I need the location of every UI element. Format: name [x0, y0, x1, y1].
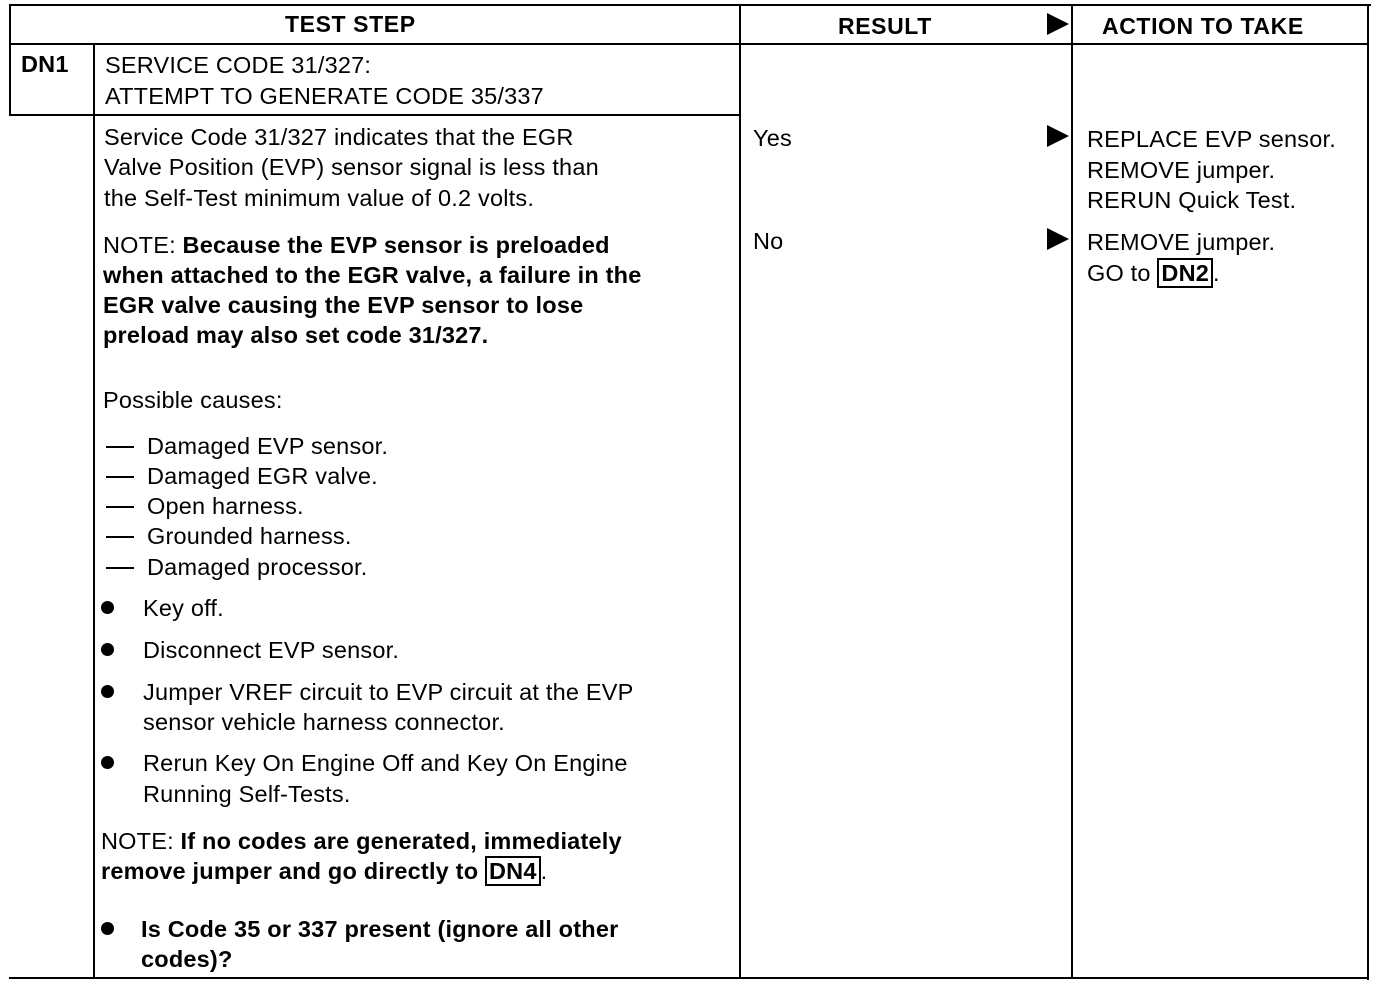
step-title-line1: SERVICE CODE 31/327: [105, 52, 372, 78]
col-divider-action [1071, 4, 1073, 979]
bullet-jumper-line2: sensor vehicle harness connector. [143, 709, 505, 735]
border-left [9, 4, 11, 116]
action-yes-line2: REMOVE jumper. [1087, 157, 1276, 183]
bullet-jumper-line1: Jumper VREF circuit to EVP circuit at the EVP [143, 679, 634, 705]
title-underline [9, 114, 741, 116]
action-yes-line3: RERUN Quick Test. [1087, 187, 1297, 213]
dash-icon [106, 506, 134, 508]
bullet-rerun-line1: Rerun Key On Engine Off and Key On Engine [143, 750, 628, 776]
border-bottom [9, 977, 1369, 979]
bullet-icon [101, 922, 114, 935]
bullet-icon [101, 601, 114, 614]
action-no-period: . [1213, 260, 1220, 286]
causes-title: Possible causes: [103, 387, 283, 413]
note2-label: NOTE: [101, 828, 181, 854]
note1-label: NOTE: [103, 232, 183, 258]
action-no-line2 [1087, 258, 1220, 288]
note2-text-2: remove jumper and go directly to [101, 858, 485, 884]
bullet-icon [101, 685, 114, 698]
header-arrow-icon [1047, 13, 1069, 35]
ref-dn2-link[interactable]: DN2 [1157, 258, 1213, 288]
header-divider [9, 43, 1369, 45]
intro-line2: Valve Position (EVP) sensor signal is less than [104, 154, 599, 180]
border-right [1367, 4, 1369, 980]
header-result: RESULT [838, 13, 932, 39]
bullet-key-off: Key off. [143, 595, 224, 621]
result-yes-arrow-icon [1047, 125, 1069, 147]
ref-dn4-link[interactable]: DN4 [485, 856, 541, 886]
header-action: ACTION TO TAKE [1102, 13, 1304, 39]
result-yes: Yes [753, 125, 792, 151]
header-test-step: TEST STEP [285, 11, 416, 37]
action-no-line1: REMOVE jumper. [1087, 229, 1276, 255]
note1-line3: EGR valve causing the EVP sensor to lose [103, 292, 584, 318]
step-title-line2: ATTEMPT TO GENERATE CODE 35/337 [105, 83, 544, 109]
dash-icon [106, 536, 134, 538]
question-line1: Is Code 35 or 337 present (ignore all other [141, 916, 619, 942]
border-top [9, 4, 1371, 6]
dash-icon [106, 567, 134, 569]
note1-line2: when attached to the EGR valve, a failure in the [103, 262, 642, 288]
result-no: No [753, 228, 784, 254]
cause-item: Damaged EGR valve. [147, 463, 378, 489]
intro-line1: Service Code 31/327 indicates that the EGR [104, 124, 574, 150]
bullet-icon [101, 643, 114, 656]
step-id: DN1 [21, 51, 69, 77]
note1-line4: preload may also set code 31/327. [103, 322, 489, 348]
result-no-arrow-icon [1047, 228, 1069, 250]
question-line2: codes)? [141, 946, 233, 972]
bullet-rerun-line2: Running Self-Tests. [143, 781, 351, 807]
note2-period: . [540, 858, 548, 884]
step-id-divider [93, 43, 95, 977]
cause-item: Damaged EVP sensor. [147, 433, 389, 459]
note2-text-1: If no codes are generated, immediately [180, 828, 622, 854]
dash-icon [106, 446, 134, 448]
cause-item: Open harness. [147, 493, 304, 519]
bullet-disconnect: Disconnect EVP sensor. [143, 637, 400, 663]
note1-line1 [103, 230, 610, 260]
bullet-icon [101, 756, 114, 769]
note1-text-1: Because the EVP sensor is preloaded [182, 232, 610, 258]
col-divider-result [739, 4, 741, 979]
dash-icon [106, 476, 134, 478]
action-no-goto: GO to [1087, 260, 1158, 286]
cause-item: Grounded harness. [147, 523, 352, 549]
cause-item: Damaged processor. [147, 554, 368, 580]
note2-line1 [101, 826, 622, 856]
note2-line2 [101, 856, 547, 886]
intro-line3: the Self-Test minimum value of 0.2 volts. [104, 185, 535, 211]
action-yes-line1: REPLACE EVP sensor. [1087, 126, 1336, 152]
